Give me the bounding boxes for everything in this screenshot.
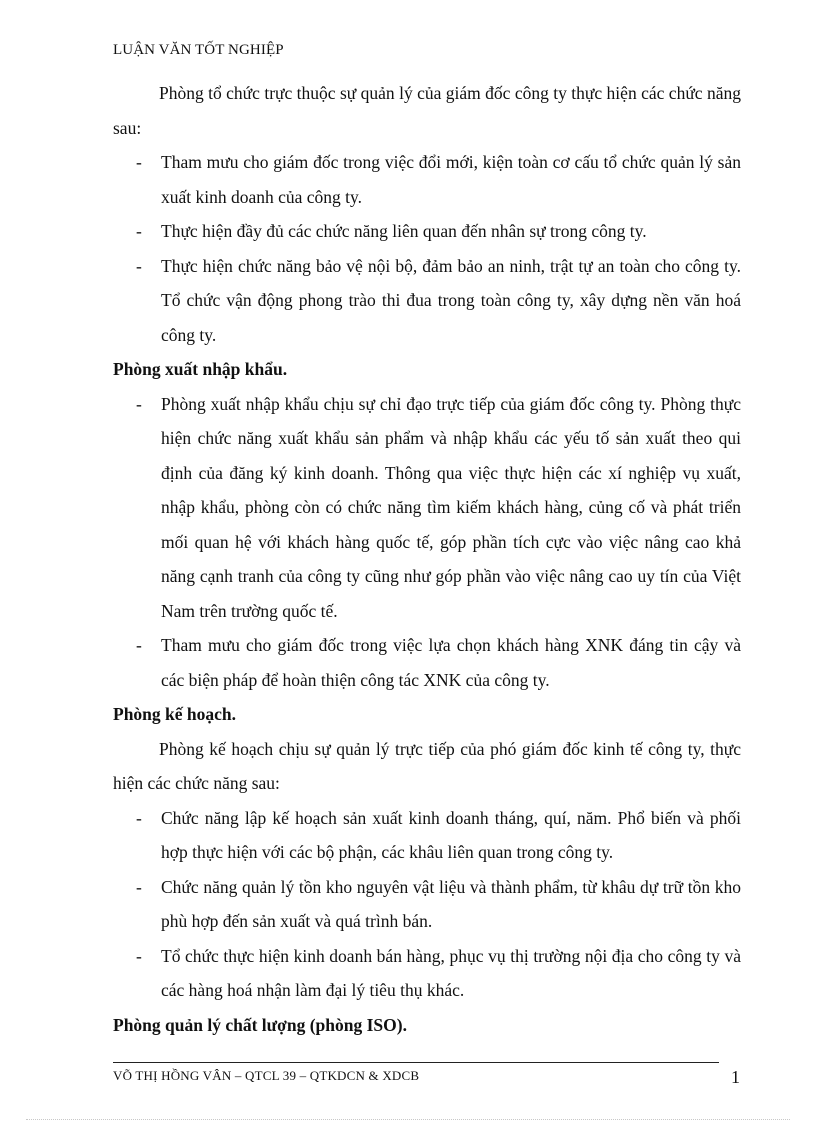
list-dash: - bbox=[136, 635, 142, 655]
paragraph-intro-to-chuc: Phòng tổ chức trực thuộc sự quản lý của giám đốc công ty thực hiện các chức năng sau: bbox=[113, 83, 741, 138]
list-item bbox=[113, 801, 741, 870]
list-dash: - bbox=[136, 221, 142, 241]
section-heading-quan-ly-chat-luong: Phòng quản lý chất lượng (phòng ISO). bbox=[113, 1014, 407, 1035]
running-header: LUẬN VĂN TỐT NGHIỆP bbox=[113, 42, 284, 58]
list-item bbox=[113, 628, 741, 697]
footer-divider bbox=[113, 1062, 719, 1063]
list-item-text: Chức năng quản lý tồn kho nguyên vật liệu và thành phẩm, từ khâu dự trữ tồn kho phù hợp đến sản xuất và quá trình bán. bbox=[161, 876, 741, 931]
list-dash: - bbox=[136, 945, 142, 966]
list-item bbox=[113, 249, 741, 353]
list-item bbox=[113, 214, 741, 249]
section-heading-xuat-nhap-khau: Phòng xuất nhập khẩu. bbox=[113, 359, 288, 379]
paragraph-intro-ke-hoach: Phòng kế hoạch chịu sự quản lý trực tiếp của phó giám đốc kinh tế công ty, thực hiện các chức năng sau: bbox=[113, 738, 741, 793]
list-dash: - bbox=[136, 255, 142, 276]
list-dash: - bbox=[136, 393, 142, 414]
list-item-text: Phòng xuất nhập khẩu chịu sự chỉ đạo trực tiếp của giám đốc công ty. Phòng thực hiện chức năng xuất khẩu sản phẩm và nhập khẩu các yếu tố sản xuất theo qui định của đăng ký kinh doanh. Thông qua việc thực hiện các xí nghiệp vụ xuất, nhập khẩu, phòng còn có chức năng tìm kiếm khách hàng, củng cố và phát triển mối quan hệ với khách hàng quốc tế, góp phần tích cực vào việc nâng cao khả năng cạnh tranh của công ty cũng như góp phần vào việc nâng cao uy tín của Việt Nam trên trường quốc tế. bbox=[161, 393, 741, 621]
page-edge-dotted-line bbox=[26, 1119, 790, 1120]
list-item-text: Thực hiện chức năng bảo vệ nội bộ, đảm bảo an ninh, trật tự an toàn cho công ty. Tổ chức vận động phong trào thi đua trong toàn công ty, xây dựng nền văn hoá công ty. bbox=[161, 255, 741, 345]
list-dash: - bbox=[136, 807, 142, 828]
list-dash: - bbox=[136, 876, 142, 897]
list-item-text: Tham mưu cho giám đốc trong việc lựa chọn khách hàng XNK đáng tin cậy và các biện pháp để hoàn thiện công tác XNK của công ty. bbox=[161, 635, 741, 690]
list-item-text: Thực hiện đầy đủ các chức năng liên quan đến nhân sự trong công ty. bbox=[161, 221, 647, 241]
list-item bbox=[113, 145, 741, 214]
footer-author-line: VÕ THỊ HỒNG VÂN – QTCL 39 – QTKDCN & XDCB bbox=[113, 1068, 420, 1083]
section-heading-ke-hoach: Phòng kế hoạch. bbox=[113, 704, 237, 724]
page-body bbox=[113, 76, 741, 1042]
page-number: 1 bbox=[731, 1067, 740, 1087]
list-dash: - bbox=[136, 152, 142, 172]
list-item bbox=[113, 387, 741, 629]
list-item-text: Chức năng lập kế hoạch sản xuất kinh doanh tháng, quí, năm. Phổ biến và phối hợp thực hiện với các bộ phận, các khâu liên quan trong công ty. bbox=[161, 807, 741, 862]
list-item bbox=[113, 939, 741, 1008]
list-item bbox=[113, 870, 741, 939]
list-item-text: Tổ chức thực hiện kinh doanh bán hàng, phục vụ thị trường nội địa cho công ty và các hàng hoá nhận làm đại lý tiêu thụ khác. bbox=[161, 945, 741, 1000]
list-item-text: Tham mưu cho giám đốc trong việc đổi mới, kiện toàn cơ cấu tổ chức quản lý sản xuất kinh doanh của công ty. bbox=[161, 152, 741, 207]
